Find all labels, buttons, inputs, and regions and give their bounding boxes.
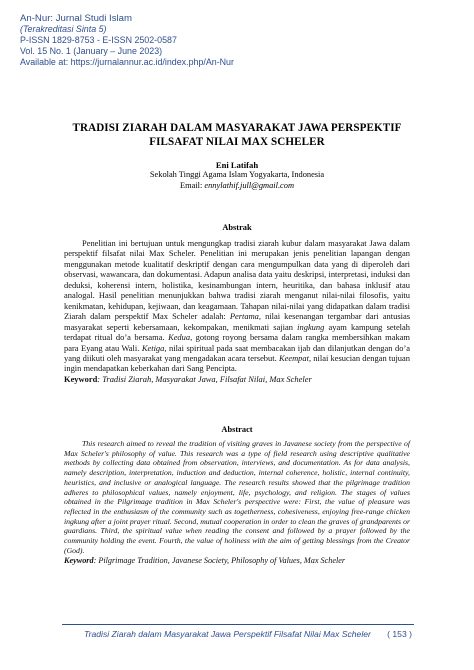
abstrak-keywords bbox=[64, 374, 410, 384]
footer-running-title: Tradisi Ziarah dalam Masyarakat Jawa Perspektif Filsafat Nilai Max Scheler bbox=[84, 629, 371, 639]
abstrak-paragraph bbox=[64, 238, 410, 374]
journal-volume: Vol. 15 No. 1 (January – June 2023) bbox=[20, 46, 163, 57]
keyword-list: : Pilgrimage Tradition, Javanese Society, Philosophy of Values, Max Scheler bbox=[93, 555, 346, 565]
journal-header bbox=[20, 13, 320, 68]
abstrak-text: , gotong royong bersama dalam rangka membersihkan makam para Eyang atau Wali. bbox=[64, 332, 410, 353]
footer-divider bbox=[62, 624, 414, 625]
keyword-label: Keyword bbox=[64, 373, 98, 384]
abstrak-text: , nilai kesucian dengan tujuan ingin mendapatkan keberkahan dari Sang Pencipta. bbox=[64, 352, 410, 374]
journal-accreditation: (Terakreditasi Sinta 5) bbox=[20, 24, 107, 35]
abstrak-text: ayam kampung setelah terdapat ritual do’a bersama. bbox=[64, 321, 410, 343]
abstrak-term-pertama: Pertama bbox=[229, 311, 259, 322]
journal-availability[interactable]: Available at: https://jurnalannur.ac.id/index.php/An-Nur bbox=[20, 57, 234, 68]
abstrak-body bbox=[64, 238, 410, 384]
abstrak-text: , nilai spiritual pada saat membacakan ijab dan dilanjutkan dengan do’a yang diikuti oleh masyarakat yang mengadakan acara tersebut. bbox=[64, 342, 410, 363]
author-email-line bbox=[40, 181, 434, 191]
email-label: Email: bbox=[179, 180, 205, 190]
keyword-label: Keyword bbox=[64, 555, 94, 565]
author-name: Eni Latifah bbox=[215, 160, 259, 170]
abstrak-heading: Abstrak bbox=[222, 223, 252, 232]
abstrak-term-kedua: Kedua bbox=[168, 332, 191, 343]
abstract-paragraph: This research aimed to reveal the tradition of visiting graves in Javanese society from the perspective of Max Scheler's philosophy of value. This research was a type of field research using descriptive qualitative methods by collecting data obtained from observation, interviews, and documentation. As for data analysis, namely description, interpretation, induction and deduction, internal coherence, holistic, internal continuity, heuristics, and inclusive or analogical language. The research results showed that the pilgrimage tradition adheres to philosophical values, namely enjoyment, life, psychology, and religion. The stages of values obtained in the Pilgrimage tradition in Max Scheler's perspective were: First, the value of pleasure was reflected in the enthusiasm of the community such as togetherness, cohesiveness, enjoying free-range chicken ingkung after a joint prayer ritual. Second, mutual cooperation in order to clean the graves of grandparents or guardians. Third, the spiritual value when reading the consent and followed by a prayer followed by the community holding the event. Fourth, the value of holiness with the aim of getting blessings from the Creator (God). bbox=[64, 439, 410, 555]
abstract-keywords bbox=[64, 556, 410, 566]
abstrak-text: Penelitian ini bertujuan untuk mengungkap tradisi ziarah kubur dalam masyarakat Jawa dalam perspektif filsafat nilai Max Scheler. Penelitian ini merupakan jenis penelitian lapangan dengan menggunakan metode kualitatif deskriptif dengan cara mengumpulkan data yang di diperoleh dari observasi, wawancara, dan dokumentasi. Adapun analisa data yaitu deskripsi, interpretasi, induksi dan deduksi, koherensi intern, holistika, kesinambungan intern, heuritika, dan bahasa inklusif atau analogal. Hasil penelitian menunjukkan bahwa tradisi ziarah menganut nilai-nilai filosofis, yaitu kenikmatan, kehidupan, kejiwaan, dan keagamaan. Tahapan nilai-nilai yang didapatkan dalam tradisi Ziarah dalam perspektif Max Scheler adalah: bbox=[64, 238, 410, 322]
abstrak-term-ketiga: Ketiga bbox=[141, 342, 165, 353]
author-block bbox=[40, 160, 434, 191]
keyword-list: : Tradisi Ziarah, Masyarakat Jawa, Filsafat Nilai, Max Scheler bbox=[97, 373, 312, 384]
abstrak-term-ingkung: ingkung bbox=[297, 321, 325, 332]
page-number: ( 153 ) bbox=[387, 629, 412, 639]
author-email[interactable]: ennylathif.jull@gmail.com bbox=[204, 180, 294, 190]
abstrak-text: , nilai kesenangan tergambar dari antusias masyarakat seperti kebersamaan, kekompakan, menikmati sajian bbox=[64, 311, 411, 332]
abstract-body bbox=[64, 439, 410, 565]
article-title-line-2: FILSAFAT NILAI MAX SCHELER bbox=[149, 136, 325, 148]
author-affiliation: Sekolah Tinggi Agama Islam Yogyakarta, Indonesia bbox=[149, 170, 325, 180]
article-title bbox=[40, 121, 434, 149]
journal-issn: P-ISSN 1829-8753 - E-ISSN 2502-0587 bbox=[20, 35, 177, 46]
article-title-line-1: TRADISI ZIARAH DALAM MASYARAKAT JAWA PERSPEKTIF bbox=[72, 122, 402, 134]
abstract-heading: Abstract bbox=[221, 425, 253, 434]
abstrak-term-keempat: Keempat bbox=[278, 352, 309, 363]
journal-name: An-Nur: Jurnal Studi Islam bbox=[20, 13, 132, 24]
